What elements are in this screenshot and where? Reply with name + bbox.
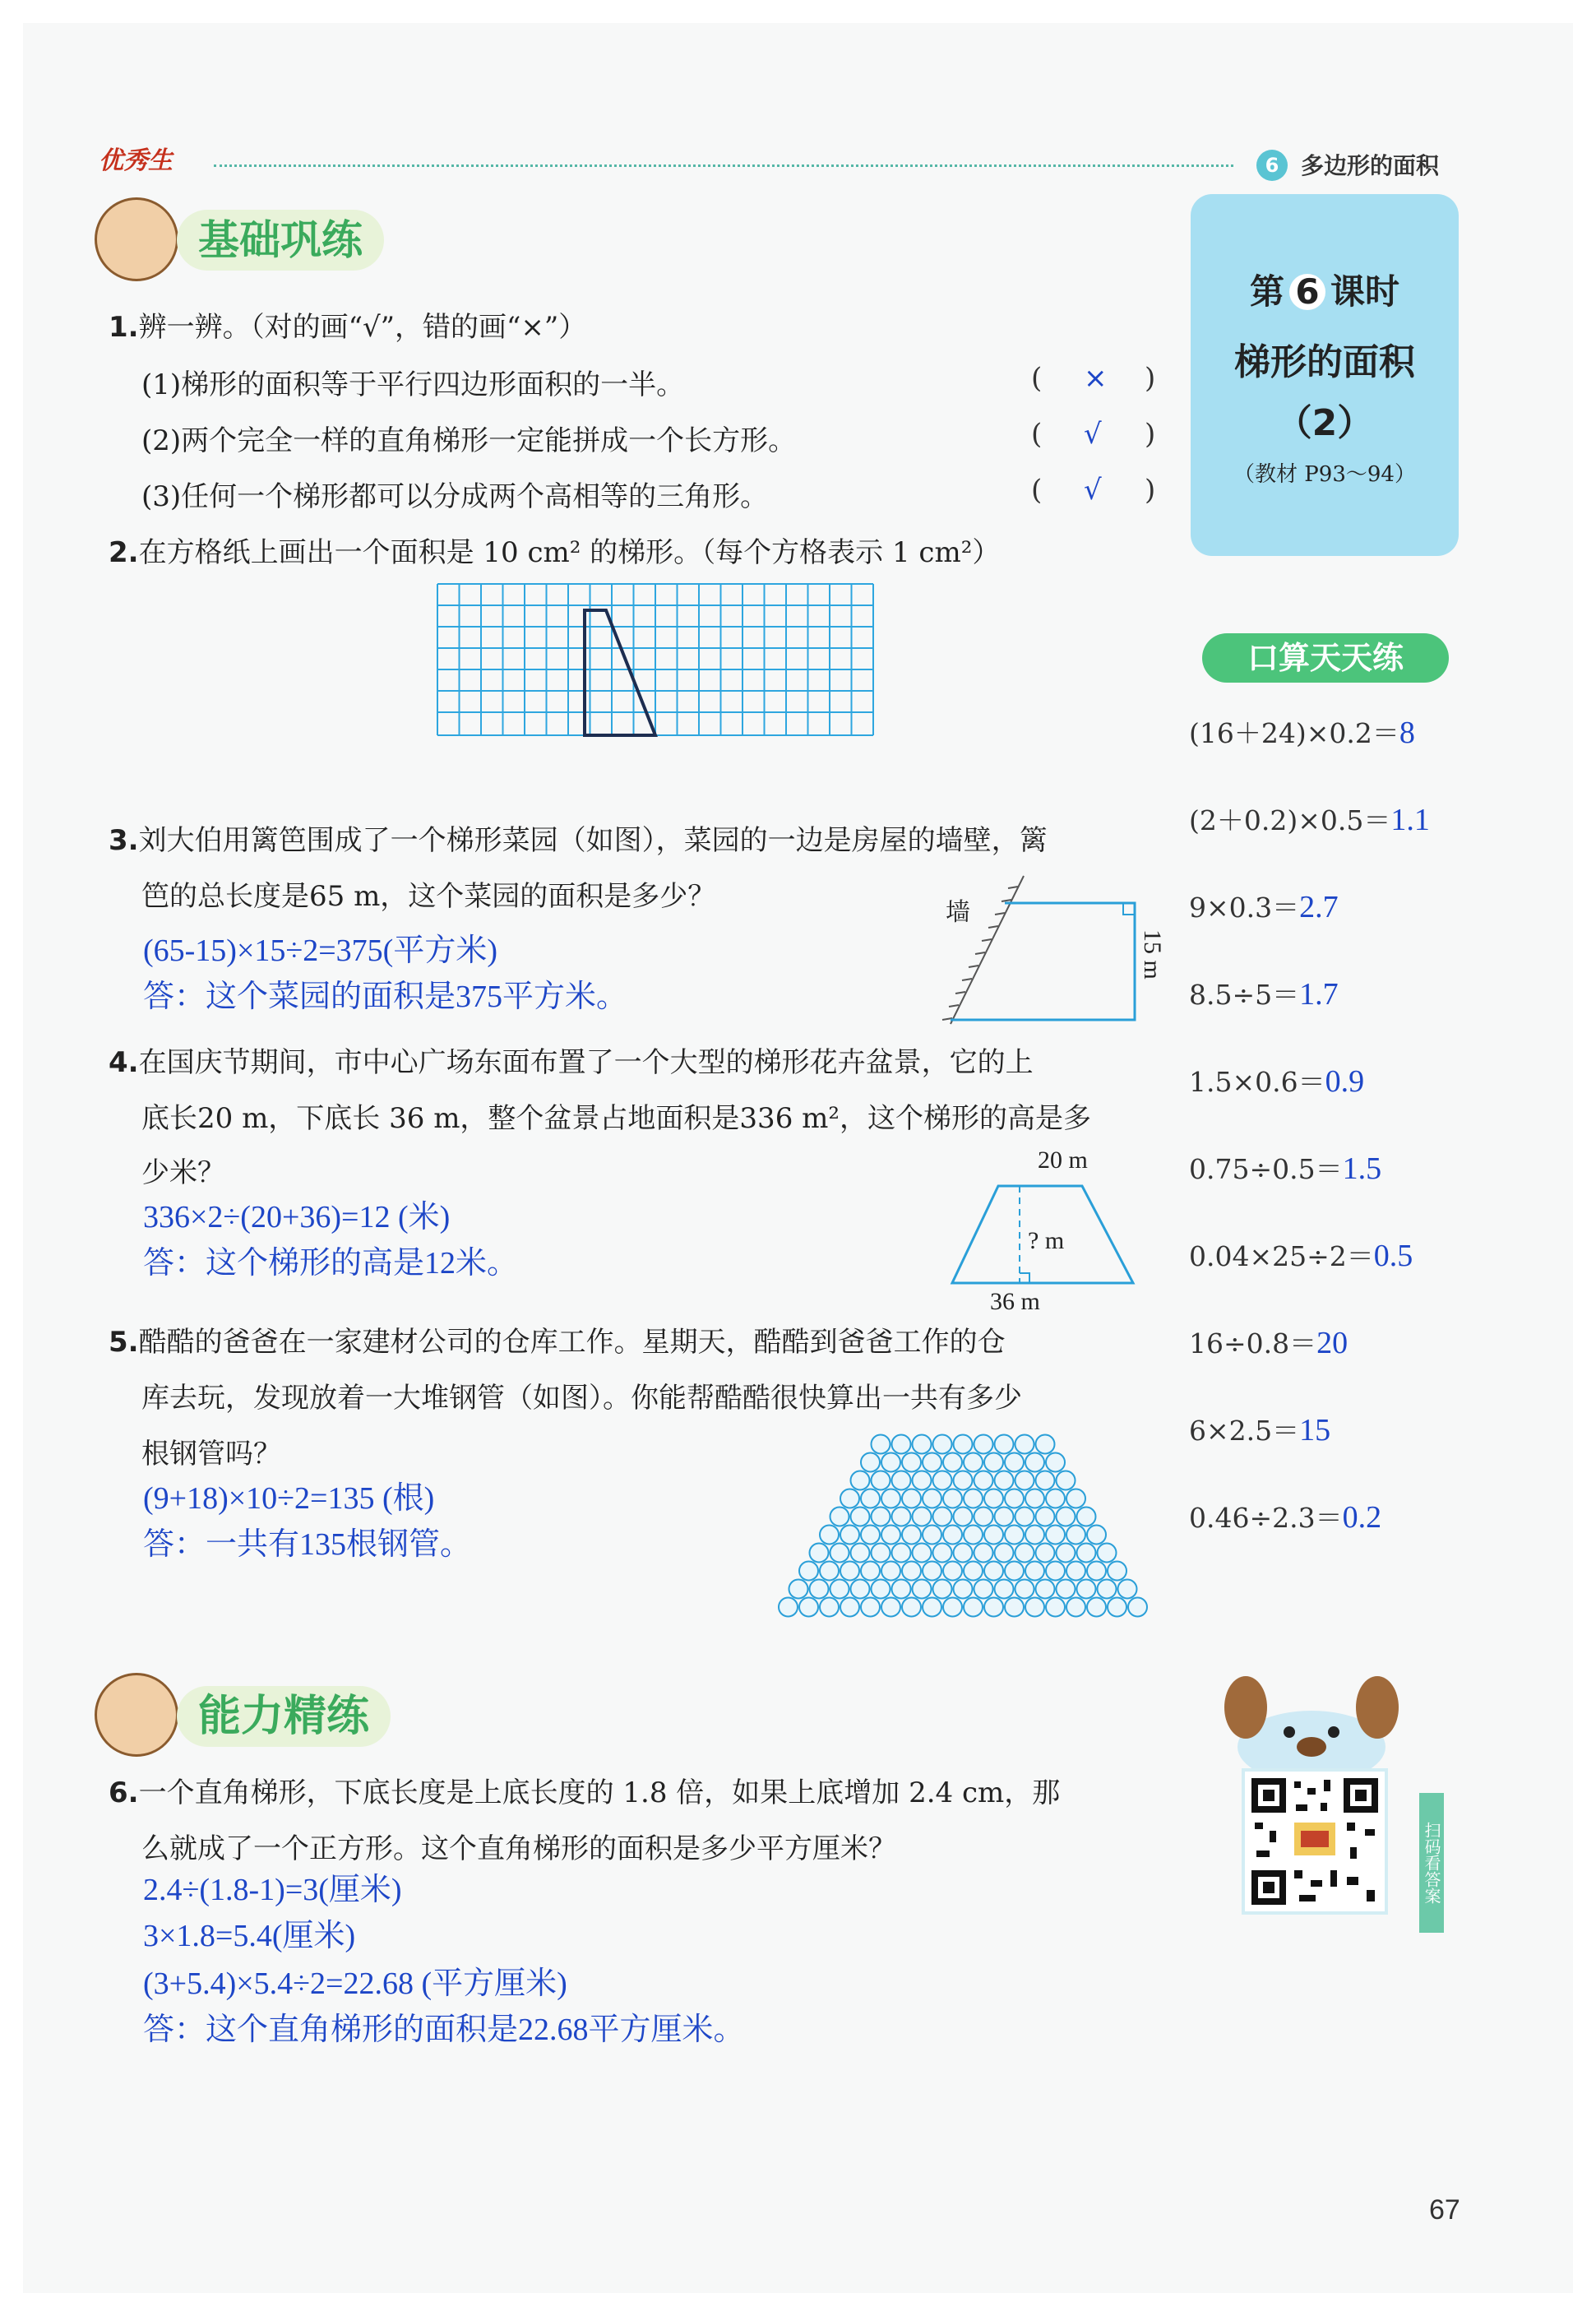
steel-pipe [872, 1508, 891, 1526]
q4-top-base-label: 20 m [1038, 1146, 1088, 1174]
lesson-number: 6 [1289, 274, 1325, 310]
q1-bracket-close-3: ) [1145, 474, 1156, 507]
q1-bracket-open-2: ( [1031, 418, 1043, 451]
oral-item [1189, 712, 1415, 751]
q6-line-1 [109, 1770, 1060, 1810]
q4-line-3: 少米？ [141, 1156, 225, 1189]
steel-pipe [1036, 1544, 1055, 1563]
steel-pipe [872, 1544, 891, 1563]
steel-pipe [923, 1598, 941, 1617]
steel-pipe [1108, 1598, 1126, 1617]
steel-pipe [943, 1453, 962, 1472]
steel-pipe [840, 1598, 859, 1617]
steel-pipe [1046, 1489, 1065, 1508]
steel-pipe [943, 1598, 962, 1617]
steel-pipe [902, 1453, 921, 1472]
steel-pipe [1066, 1526, 1085, 1545]
steel-pipe [1046, 1526, 1065, 1545]
steel-pipe [779, 1598, 798, 1617]
q6-number: 6. [109, 1776, 139, 1809]
steel-pipe [830, 1580, 849, 1599]
oral-item [1189, 1148, 1381, 1187]
oral-item [1189, 1322, 1348, 1361]
qr-code-label: 扫码看答案 [1419, 1793, 1444, 1933]
steel-pipe [1036, 1435, 1055, 1454]
oral-question: 1.5×0.6＝ [1189, 1066, 1325, 1098]
oral-question: 0.04×25÷2＝ [1189, 1240, 1374, 1272]
chapter-title: 多边形的面积 [1301, 152, 1440, 179]
steel-pipe [943, 1489, 962, 1508]
steel-pipe [1015, 1435, 1034, 1454]
q1-item-2: (2)两个完全一样的直角梯形一定能拼成一个长方形。 [141, 424, 797, 457]
steel-pipe [1005, 1489, 1024, 1508]
oral-question: 0.75÷0.5＝ [1189, 1153, 1343, 1185]
steel-pipe [995, 1508, 1014, 1526]
oral-answer: 1.1 [1390, 803, 1430, 837]
qr-code[interactable] [1242, 1768, 1388, 1915]
steel-pipe [820, 1562, 839, 1581]
q2-number: 2. [109, 536, 139, 569]
steel-pipe [1057, 1471, 1076, 1490]
steel-pipe [1087, 1526, 1106, 1545]
q4-line-2: 底长20 m，下底长 36 m，整个盆景占地面积是336 m²，这个梯形的高是多 [141, 1102, 1092, 1135]
steel-pipe [892, 1471, 911, 1490]
steel-pipe [872, 1435, 891, 1454]
lesson-prefix: 第 [1249, 271, 1284, 312]
steel-pipe [820, 1526, 839, 1545]
steel-pipe [964, 1526, 983, 1545]
steel-pipe [1098, 1580, 1117, 1599]
steel-pipe [1015, 1580, 1034, 1599]
q5-steel-pipes-figure [761, 1431, 1164, 1628]
section-banner-basic: 基础巩练 [177, 210, 384, 271]
steel-pipe [923, 1562, 941, 1581]
lesson-number-line [1191, 265, 1459, 314]
oral-item [1189, 1497, 1381, 1536]
q1-text: 辨一辨。（对的画“√”，错的画“×”） [138, 311, 587, 344]
steel-pipe [1057, 1580, 1076, 1599]
q4-height-label: ? m [1028, 1227, 1065, 1254]
q1-stem [109, 304, 586, 345]
header-divider [214, 164, 1233, 167]
q3-line-1 [109, 818, 1048, 858]
steel-pipe [964, 1562, 983, 1581]
steel-pipe [954, 1508, 973, 1526]
steel-pipe [923, 1526, 941, 1545]
q1-mark-1: × [1084, 362, 1108, 395]
steel-pipe [881, 1489, 900, 1508]
steel-pipe [1057, 1508, 1076, 1526]
steel-pipe [1066, 1562, 1085, 1581]
q1-number: 1. [109, 311, 139, 344]
steel-pipe [1077, 1508, 1096, 1526]
steel-pipe [1015, 1471, 1034, 1490]
steel-pipe [1025, 1598, 1044, 1617]
steel-pipe [851, 1580, 870, 1599]
steel-pipe [1025, 1562, 1044, 1581]
steel-pipe [964, 1453, 983, 1472]
steel-pipe [943, 1562, 962, 1581]
steel-pipe [1025, 1453, 1044, 1472]
steel-pipe [964, 1489, 983, 1508]
q1-item-3: (3)任何一个梯形都可以分成两个高相等的三角形。 [141, 480, 769, 513]
q3-answer-text: 答：这个菜园的面积是375平方米。 [143, 980, 628, 1014]
steel-pipe [861, 1562, 880, 1581]
steel-pipe [954, 1435, 973, 1454]
lesson-title: 梯形的面积 [1234, 341, 1415, 383]
oral-item [1189, 974, 1339, 1012]
oral-question: (16＋24)×0.2＝ [1189, 717, 1399, 749]
q6-answer-calc-1: 2.4÷(1.8-1)=3(厘米) [143, 1873, 402, 1907]
q5-text-1: 酷酷的爸爸在一家建材公司的仓库工作。星期天，酷酷到爸爸工作的仓 [138, 1326, 1006, 1359]
steel-pipe [902, 1526, 921, 1545]
q5-line-3: 根钢管吗？ [141, 1438, 281, 1471]
drawn-trapezoid [585, 610, 655, 735]
q2-stem [109, 530, 1000, 570]
oral-practice-title: 口算天天练 [1202, 633, 1449, 683]
oral-answer: 0.5 [1373, 1239, 1413, 1273]
steel-pipe [840, 1526, 859, 1545]
steel-pipe [820, 1598, 839, 1617]
steel-pipe [892, 1508, 911, 1526]
steel-pipe [840, 1562, 859, 1581]
oral-question: 6×2.5＝ [1189, 1415, 1300, 1447]
oral-question: (2＋0.2)×0.5＝ [1189, 804, 1391, 836]
steel-pipe [881, 1526, 900, 1545]
steel-pipe [851, 1544, 870, 1563]
steel-pipe [1015, 1544, 1034, 1563]
steel-pipe [1077, 1580, 1096, 1599]
steel-pipe [1015, 1508, 1034, 1526]
q5-answer-calc: (9+18)×10÷2=135 (根) [143, 1481, 435, 1516]
oral-item [1189, 1235, 1413, 1274]
q6-line-2: 么就成了一个正方形。这个直角梯形的面积是多少平方厘米？ [141, 1832, 896, 1865]
oral-answer: 0.9 [1325, 1064, 1365, 1099]
steel-pipe [1005, 1526, 1024, 1545]
steel-pipe [933, 1580, 952, 1599]
steel-pipe [984, 1598, 1003, 1617]
steel-pipe [943, 1526, 962, 1545]
steel-pipe [799, 1598, 818, 1617]
q4-answer-calc: 336×2÷(20+36)=12 (米) [143, 1200, 451, 1234]
steel-pipe [995, 1580, 1014, 1599]
lesson-suffix: 课时 [1330, 271, 1400, 312]
oral-answer: 1.7 [1299, 977, 1339, 1012]
oral-answer: 8 [1399, 716, 1415, 750]
steel-pipe [984, 1489, 1003, 1508]
steel-pipe [861, 1489, 880, 1508]
steel-pipe [1118, 1580, 1137, 1599]
steel-pipe [881, 1598, 900, 1617]
steel-pipe [1087, 1562, 1106, 1581]
steel-pipe [933, 1435, 952, 1454]
student-illustration [95, 197, 178, 281]
oral-item [1189, 1410, 1330, 1448]
steel-pipe [872, 1471, 891, 1490]
steel-pipe [954, 1471, 973, 1490]
steel-pipe [861, 1598, 880, 1617]
q3-garden-figure [937, 872, 1159, 1036]
q5-number: 5. [109, 1326, 139, 1359]
q1-item-1: (1)梯形的面积等于平行四边形面积的一半。 [141, 368, 685, 401]
steel-pipe [1036, 1471, 1055, 1490]
section-banner-ability: 能力精练 [177, 1686, 391, 1747]
q5-line-1 [109, 1319, 1006, 1359]
q1-bracket-open-3: ( [1031, 474, 1043, 507]
steel-pipe [892, 1544, 911, 1563]
q4-answer-text: 答：这个梯形的高是12米。 [143, 1246, 519, 1281]
steel-pipe [923, 1489, 941, 1508]
steel-pipe [974, 1508, 993, 1526]
steel-pipe [881, 1453, 900, 1472]
steel-pipe [892, 1580, 911, 1599]
q4-text-1: 在国庆节期间，市中心广场东面布置了一个大型的梯形花卉盆景，它的上 [138, 1046, 1034, 1079]
steel-pipe [902, 1562, 921, 1581]
steel-pipe [861, 1526, 880, 1545]
steel-pipe [830, 1508, 849, 1526]
q3-line-2: 笆的总长度是65 m，这个菜园的面积是多少？ [141, 880, 716, 913]
q5-line-2: 库去玩，发现放着一大堆钢管（如图）。你能帮酷酷很快算出一共有多少 [141, 1382, 1022, 1415]
q1-bracket-close-1: ) [1145, 362, 1156, 395]
steel-pipe [974, 1580, 993, 1599]
steel-pipe [1098, 1544, 1117, 1563]
oral-question: 8.5÷5＝ [1189, 979, 1300, 1011]
steel-pipe [1036, 1508, 1055, 1526]
steel-pipe [810, 1580, 829, 1599]
steel-pipe [830, 1544, 849, 1563]
q5-answer-text: 答：一共有135根钢管。 [143, 1527, 472, 1562]
q3-text-1: 刘大伯用篱笆围成了一个梯形菜园（如图），菜园的一边是房屋的墙壁，篱 [138, 824, 1048, 857]
steel-pipe [851, 1471, 870, 1490]
steel-pipe [1046, 1562, 1065, 1581]
steel-pipe [1108, 1562, 1126, 1581]
q1-bracket-close-2: ) [1145, 418, 1156, 451]
q1-bracket-open-1: ( [1031, 362, 1043, 395]
steel-pipe [984, 1453, 1003, 1472]
steel-pipe [1036, 1580, 1055, 1599]
oral-answer: 0.2 [1342, 1500, 1382, 1535]
steel-pipe [1046, 1598, 1065, 1617]
steel-pipe [913, 1471, 932, 1490]
steel-pipe [902, 1598, 921, 1617]
steel-pipe [1005, 1598, 1024, 1617]
steel-pipe [1005, 1562, 1024, 1581]
steel-pipe [902, 1489, 921, 1508]
steel-pipe [840, 1489, 859, 1508]
q3-number: 3. [109, 824, 139, 857]
oral-question: 9×0.3＝ [1189, 892, 1300, 924]
steel-pipe [933, 1544, 952, 1563]
oral-item [1189, 887, 1339, 925]
oral-item [1189, 1061, 1364, 1100]
steel-pipe [1128, 1598, 1147, 1617]
steel-pipe [1025, 1489, 1044, 1508]
q1-mark-2: √ [1084, 418, 1102, 451]
oral-answer: 1.5 [1342, 1151, 1382, 1186]
steel-pipe [1025, 1526, 1044, 1545]
steel-pipe [913, 1435, 932, 1454]
steel-pipe [933, 1471, 952, 1490]
q6-answer-calc-2: 3×1.8=5.4(厘米) [143, 1919, 356, 1953]
steel-pipe [984, 1526, 1003, 1545]
q2-grid-paper [436, 582, 875, 739]
steel-pipe [881, 1562, 900, 1581]
steel-pipe [995, 1544, 1014, 1563]
chapter-number-badge: 6 [1256, 150, 1288, 181]
steel-pipe [1046, 1453, 1065, 1472]
steel-pipe [995, 1435, 1014, 1454]
steel-pipe [1087, 1598, 1106, 1617]
steel-pipe [872, 1580, 891, 1599]
steel-pipe [810, 1544, 829, 1563]
steel-pipe [851, 1508, 870, 1526]
oral-answer: 2.7 [1299, 890, 1339, 924]
q4-line-1 [109, 1040, 1034, 1080]
girl-illustration [95, 1673, 178, 1757]
steel-pipe [892, 1435, 911, 1454]
steel-pipe [913, 1508, 932, 1526]
lesson-part: （2） [1275, 402, 1374, 444]
steel-pipe [995, 1471, 1014, 1490]
steel-pipe [974, 1544, 993, 1563]
oral-answer: 20 [1316, 1326, 1349, 1360]
q3-height-label: 15 m [1139, 929, 1166, 980]
steel-pipe [933, 1508, 952, 1526]
steel-pipe [1077, 1544, 1096, 1563]
steel-pipe [974, 1471, 993, 1490]
q2-text: 在方格纸上画出一个面积是 10 cm² 的梯形。（每个方格表示 1 cm²） [138, 536, 1001, 569]
oral-question: 16÷0.8＝ [1189, 1327, 1317, 1359]
q4-number: 4. [109, 1046, 139, 1079]
q6-answer-text: 答：这个直角梯形的面积是22.68平方厘米。 [143, 2013, 745, 2047]
q6-answer-calc-3: (3+5.4)×5.4÷2=22.68 (平方厘米) [143, 1966, 567, 2001]
steel-pipe [954, 1580, 973, 1599]
page-number: 67 [1429, 2194, 1460, 2226]
q3-wall-label: 墙 [946, 898, 970, 927]
steel-pipe [954, 1544, 973, 1563]
brand-logo: 优秀生 [99, 146, 173, 175]
dog-mascot [1209, 1674, 1414, 1781]
lesson-card [1191, 194, 1459, 556]
steel-pipe [913, 1580, 932, 1599]
q3-answer-calc: (65-15)×15÷2=375(平方米) [143, 933, 497, 968]
steel-pipe [799, 1562, 818, 1581]
steel-pipe [1066, 1598, 1085, 1617]
steel-pipe [923, 1453, 941, 1472]
steel-pipe [789, 1580, 808, 1599]
q4-bottom-base-label: 36 m [990, 1288, 1040, 1315]
steel-pipe [974, 1435, 993, 1454]
steel-pipe [1066, 1489, 1085, 1508]
q6-text-1: 一个直角梯形，下底长度是上底长度的 1.8 倍，如果上底增加 2.4 cm，那 [138, 1776, 1061, 1809]
steel-pipe [984, 1562, 1003, 1581]
steel-pipe [861, 1453, 880, 1472]
oral-item [1189, 799, 1430, 838]
steel-pipe [1057, 1544, 1076, 1563]
oral-question: 0.46÷2.3＝ [1189, 1502, 1343, 1534]
q1-mark-3: √ [1084, 474, 1102, 507]
steel-pipe [913, 1544, 932, 1563]
steel-pipe [1005, 1453, 1024, 1472]
oral-answer: 15 [1299, 1413, 1331, 1448]
steel-pipe [964, 1598, 983, 1617]
lesson-textbook-ref: （教材 P93～94） [1233, 462, 1416, 487]
